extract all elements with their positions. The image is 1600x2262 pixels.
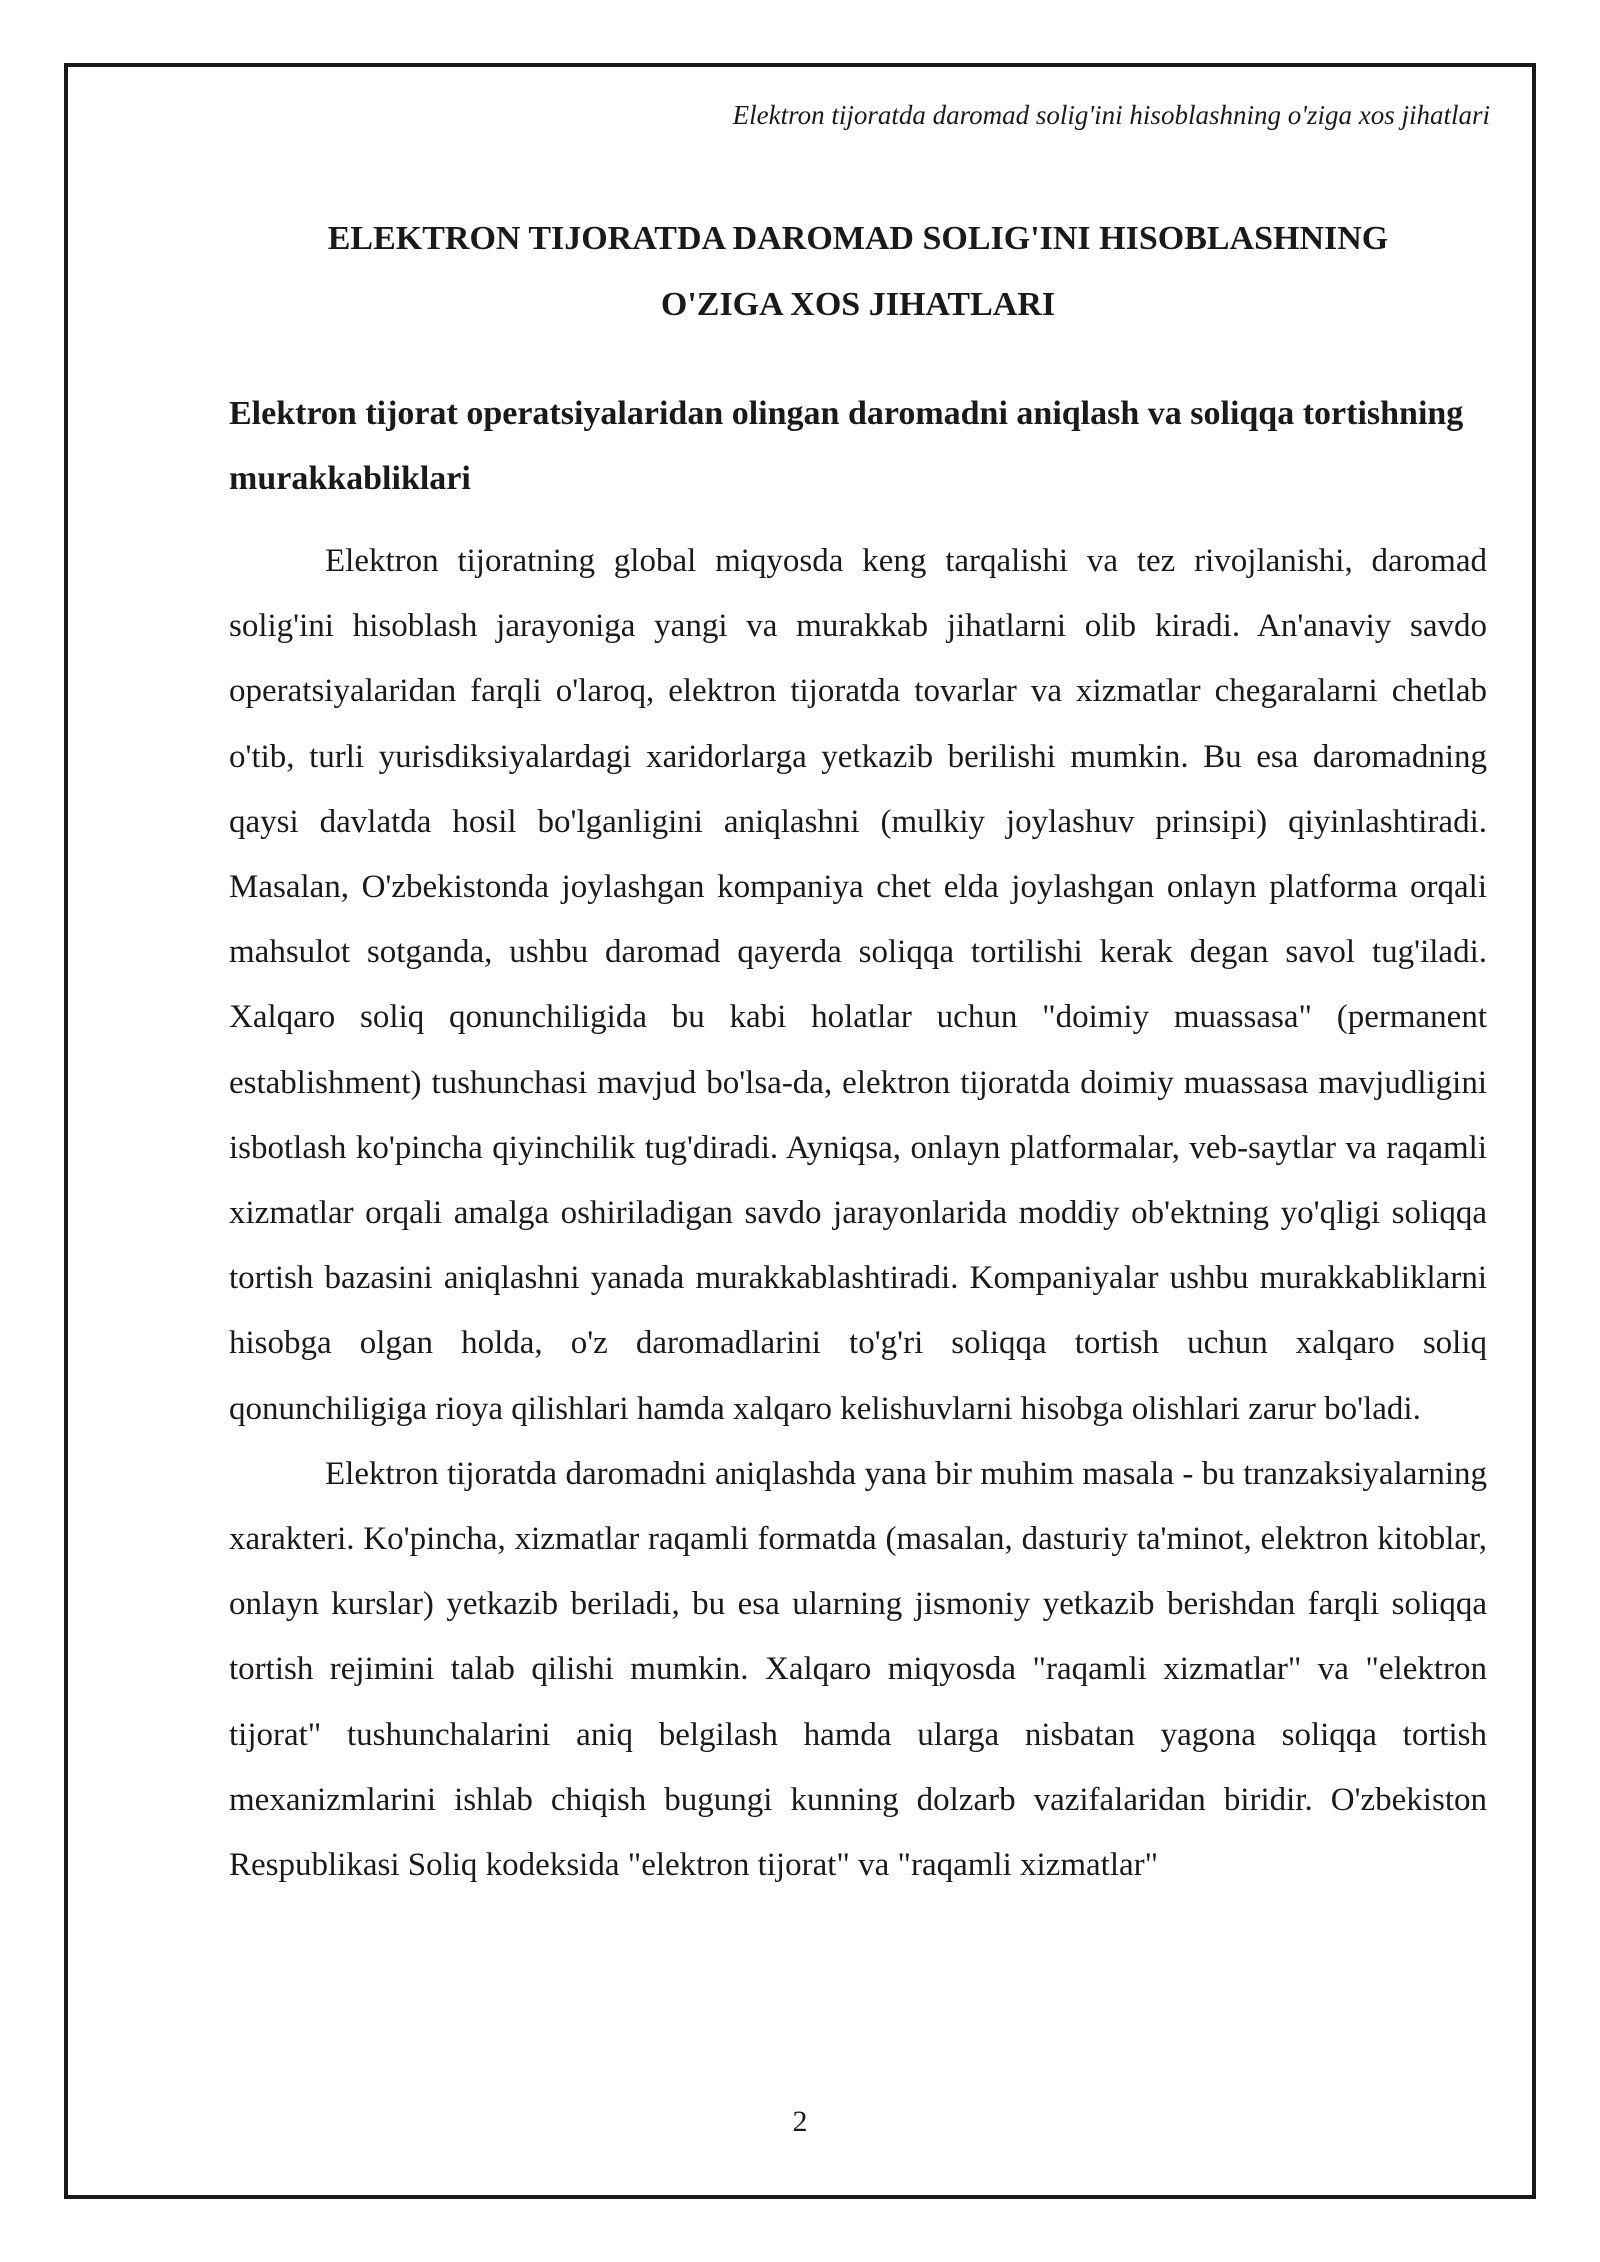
running-header: Elektron tijoratda daromad solig'ini hisoblashning o'ziga xos jihatlari — [732, 100, 1490, 130]
document-title — [229, 206, 1487, 338]
paragraph-1: Elektron tijoratning global miqyosda keng tarqalishi va tez rivojlanishi, daromad solig'ini hisoblash jarayoniga yangi va murakkab jihatlarni olib kiradi. An'anaviy savdo operatsiyalaridan farqli o'laroq, elektron tijoratda tovarlar va xizmatlar chegaralarni chetlab o'tib, turli yurisdiksiyalardagi xaridorlarga yetkazib berilishi mumkin. Bu esa daromadning qaysi davlatda hosil bo'lganligini aniqlashni (mulkiy joylashuv prinsipi) qiyinlashtiradi. Masalan, O'zbekistonda joylashgan kompaniya chet elda joylashgan onlayn platforma orqali mahsulot sotganda, ushbu daromad qayerda soliqqa tortilishi kerak degan savol tug'iladi. Xalqaro soliq qonunchiligida bu kabi holatlar uchun "doimiy muassasa" (permanent establishment) tushunchasi mavjud bo'lsa-da, elektron tijoratda doimiy muassasa mavjudligini isbotlash ko'pincha qiyinchilik tug'diradi. Ayniqsa, onlayn platformalar, veb-saytlar va raqamli xizmatlar orqali amalga oshiriladigan savdo jarayonlarida moddiy ob'ektning yo'qligi soliqqa tortish bazasini aniqlashni yanada murakkablashtiradi. Kompaniyalar ushbu murakkabliklarni hisobga olgan holda, o'z daromadlarini to'g'ri soliqqa tortish uchun xalqaro soliq qonunchiligiga rioya qilishlari hamda xalqaro kelishuvlarni hisobga olishlari zarur bo'ladi. — [229, 543, 1487, 1427]
section-heading: Elektron tijorat operatsiyalaridan olingan daromadni aniqlash va soliqqa tortishning murakkabliklari — [229, 395, 1464, 497]
body-text — [229, 529, 1487, 1898]
document-title-line-1: ELEKTRON TIJORATDA DAROMAD SOLIG'INI HISOBLASHNING — [327, 220, 1389, 257]
paragraph-2: Elektron tijoratda daromadni aniqlashda yana bir muhim masala - bu tranzaksiyalarning xarakteri. Ko'pincha, xizmatlar raqamli formatda (masalan, dasturiy ta'minot, elektron kitoblar, onlayn kurslar) yetkazib beriladi, bu esa ularning jismoniy yetkazib berishdan farqli soliqqa tortish rejimini talab qilishi mumkin. Xalqaro miqyosda "raqamli xizmatlar" va "elektron tijorat" tushunchalarini aniq belgilash hamda ularga nisbatan yagona soliqqa tortish mexanizmlarini ishlab chiqish bugungi kunning dolzarb vazifalaridan biridir. O'zbekiston Respublikasi Soliq kodeksida "elektron tijorat" va "raqamli xizmatlar" — [229, 1455, 1487, 1884]
page-number: 2 — [792, 2105, 808, 2138]
document-title-line-2: O'ZIGA XOS JIHATLARI — [660, 286, 1056, 323]
